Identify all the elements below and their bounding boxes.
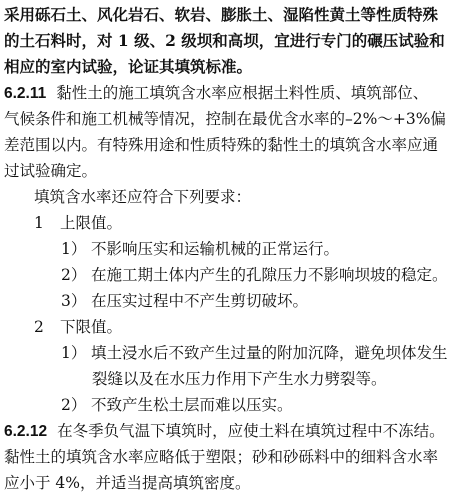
text-line: 的土石料时，对 1 级、2 级坝和高坝，宜进行专门的碾压试验和 <box>4 31 445 50</box>
subitem-text: 在施工期土体内产生的孔隙压力不影响坝坡的稳定。 <box>91 266 448 284</box>
clause-number: 6.2.11 <box>4 85 47 102</box>
text-line: 过试验确定。 <box>4 162 98 180</box>
item-number: 1 <box>34 214 44 232</box>
clause-6-2-11-heading <box>4 80 468 106</box>
subitem-number: 1） <box>61 240 87 258</box>
subitem-text: 在压实过程中不产生剪切破坏。 <box>91 292 309 310</box>
sub-list-item <box>4 340 468 366</box>
text-line: 应小于 4%，并适当提高填筑密度。 <box>4 474 251 492</box>
subitem-number: 2） <box>61 396 87 414</box>
sub-list-item <box>4 262 468 288</box>
item-number: 2 <box>34 318 44 336</box>
text-line: 差范围以内。有特殊用途和性质特殊的黏性土的填筑含水率应通 <box>4 136 439 154</box>
clause-6-2-12-heading <box>4 418 468 444</box>
subitem-text: 填土浸水后不致产生过量的附加沉降，避免坝体发生 <box>91 344 448 362</box>
subitem-number: 1） <box>61 344 87 362</box>
subitem-number: 3） <box>61 292 87 310</box>
list-item <box>4 210 468 236</box>
clause-number: 6.2.12 <box>4 423 48 440</box>
text-line: 黏性土的填筑含水率应略低于塑限；砂和砂砾料中的细料含水率 <box>4 448 439 466</box>
clause-text: 黏性土的施工填筑含水率应根据土料性质、填筑部位、 <box>56 84 429 102</box>
document-page <box>4 2 468 496</box>
list-item <box>4 314 468 340</box>
clause-text: 在冬季负气温下填筑时，应使土料在填筑过程中不冻结。 <box>57 422 445 440</box>
requirements-intro: 填筑含水率还应符合下列要求： <box>34 188 252 206</box>
item-label: 下限值。 <box>60 318 123 336</box>
item-label: 上限值。 <box>60 214 123 232</box>
sub-list-item <box>4 288 468 314</box>
sub-list-item <box>4 392 468 418</box>
text-line: 采用砾石土、风化岩石、软岩、膨胀土、湿陷性黄土等性质特殊 <box>4 5 439 24</box>
text-line: 相应的室内试验，论证其填筑标准。 <box>4 57 253 76</box>
subitem-continuation: 裂缝以及在水压力作用下产生水力劈裂等。 <box>92 370 387 388</box>
sub-list-item <box>4 236 468 262</box>
text-line: 气候条件和施工机械等情况，控制在最优含水率的–2%～+3%偏 <box>4 110 446 128</box>
subitem-text: 不致产生松土层而难以压实。 <box>91 396 293 414</box>
subitem-text: 不影响压实和运输机械的正常运行。 <box>91 240 340 258</box>
subitem-number: 2） <box>61 266 87 284</box>
